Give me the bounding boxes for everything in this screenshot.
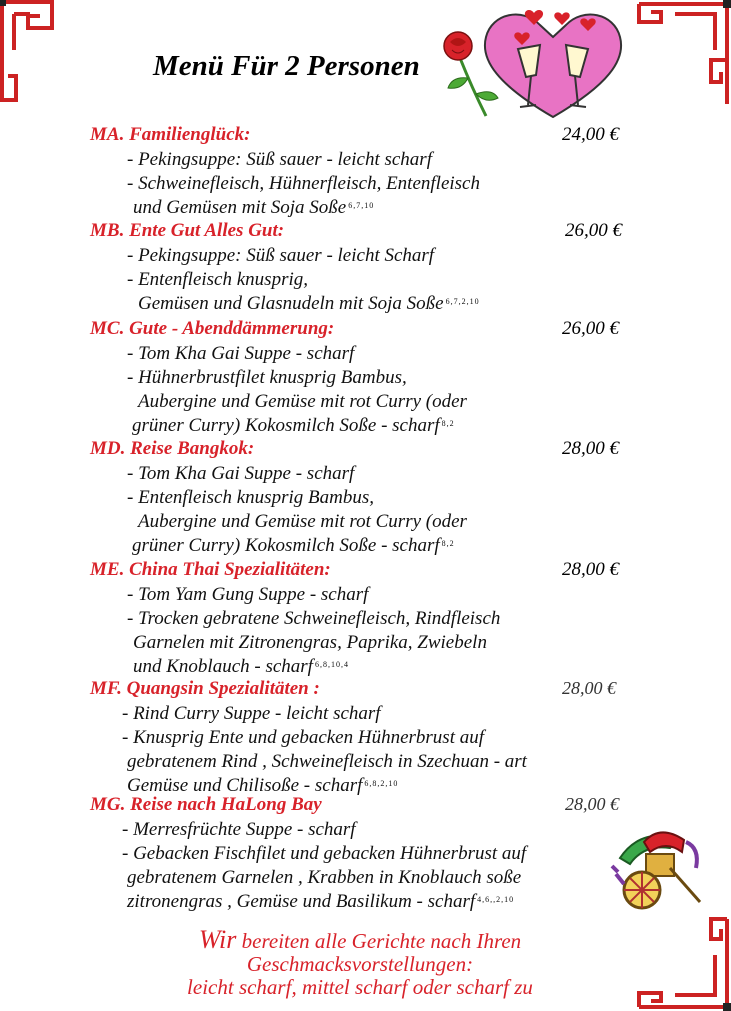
menu-item-line: - Schweinefleisch, Hühnerfleisch, Entenfleisch [127, 173, 480, 194]
allergen-codes: 8,2 [441, 539, 455, 548]
menu-item-price: 28,00 € [565, 794, 619, 814]
menu-item-line: Aubergine und Gemüse mit rot Curry (oder [138, 391, 467, 412]
allergen-codes: 4,6,,2,10 [477, 895, 515, 904]
corner-ornament-top-left [0, 0, 60, 110]
allergen-codes: 8,2 [441, 419, 455, 428]
menu-item-line: - Gebacken Fischfilet und gebacken Hühnerbrust auf [122, 843, 527, 864]
menu-item-title: MC. Gute - Abenddämmerung: [90, 318, 335, 339]
menu-item-line: Gemüse und Chilisoße - scharf [127, 775, 363, 796]
menu-item-line: - Knusprig Ente und gebacken Hühnerbrust auf [122, 727, 485, 748]
allergen-codes: 6,8,2,10 [364, 779, 399, 788]
menu-item-line: zitronengras , Gemüse und Basilikum - scharf [127, 891, 476, 912]
allergen-codes: 6,7,10 [348, 201, 375, 210]
menu-item-line: Aubergine und Gemüse mit rot Curry (oder [138, 511, 467, 532]
allergen-codes: 6,7,2,10 [445, 297, 480, 306]
menu-item-line: - Merresfrüchte Suppe - scharf [122, 819, 356, 840]
menu-item-line: grüner Curry) Kokosmilch Soße - scharf [132, 415, 440, 436]
menu-item-line: und Gemüsen mit Soja Soße [133, 197, 347, 218]
menu-item-title: MA. Familienglück: [90, 124, 251, 145]
menu-item-title: ME. China Thai Spezialitäten: [90, 559, 331, 580]
page-title: Menü Für 2 Personen [153, 50, 420, 82]
menu-item-line: - Entenfleisch knusprig Bambus, [127, 487, 374, 508]
menu-item-title: MD. Reise Bangkok: [90, 438, 255, 459]
rickshaw-icon [600, 818, 710, 918]
footer-word: Wir [198, 925, 237, 954]
footer-line: Geschmacksvorstellungen: [246, 952, 474, 976]
menu-item-line: - Tom Kha Gai Suppe - scharf [127, 463, 355, 484]
menu-item-price: 26,00 € [565, 220, 622, 241]
menu-item-line: - Trocken gebratene Schweinefleisch, Rindfleisch [127, 608, 501, 629]
menu-item-line: - Entenfleisch knusprig, [127, 269, 308, 290]
menu-item-line: Gemüsen und Glasnudeln mit Soja Soße [138, 293, 444, 314]
menu-item-title: MB. Ente Gut Alles Gut: [90, 220, 285, 241]
footer-line: bereiten alle Gerichte nach Ihren [236, 929, 522, 953]
menu-item-price: 26,00 € [562, 318, 619, 339]
corner-ornament-top-right [635, 0, 731, 110]
menu-item-line: - Hühnerbrustfilet knusprig Bambus, [127, 367, 407, 388]
menu-item-line: grüner Curry) Kokosmilch Soße - scharf [132, 535, 440, 556]
menu-item-price: 28,00 € [562, 559, 619, 580]
footer-line: leicht scharf, mittel scharf oder scharf zu [187, 975, 533, 999]
menu-item-title: MF. Quangsin Spezialitäten : [90, 678, 320, 699]
menu-item-line: - Tom Kha Gai Suppe - scharf [127, 343, 355, 364]
corner-ornament-bottom-right [635, 915, 731, 1011]
menu-item-line: gebratenem Garnelen , Krabben in Knoblauch soße [127, 867, 522, 888]
menu-item-price: 28,00 € [562, 678, 616, 698]
menu-item-title: MG. Reise nach HaLong Bay [90, 794, 322, 815]
menu-item-line: - Rind Curry Suppe - leicht scharf [122, 703, 381, 724]
menu-item-line: gebratenem Rind , Schweinefleisch in Szechuan - art [127, 751, 527, 772]
menu-item-price: 24,00 € [562, 124, 619, 145]
footer-note [100, 925, 620, 999]
allergen-codes: 6,8,10,4 [314, 660, 349, 669]
menu-item-line: und Knoblauch - scharf [133, 656, 313, 677]
menu-item-line: - Pekingsuppe: Süß sauer - leicht scharf [127, 149, 432, 170]
heart-champagne-icon [478, 5, 628, 125]
menu-item-line: Garnelen mit Zitronengras, Paprika, Zwiebeln [133, 632, 487, 653]
menu-item-line: - Pekingsuppe: Süß sauer - leicht Scharf [127, 245, 435, 266]
menu-item-price: 28,00 € [562, 438, 619, 459]
menu-item-line: - Tom Yam Gung Suppe - scharf [127, 584, 369, 605]
